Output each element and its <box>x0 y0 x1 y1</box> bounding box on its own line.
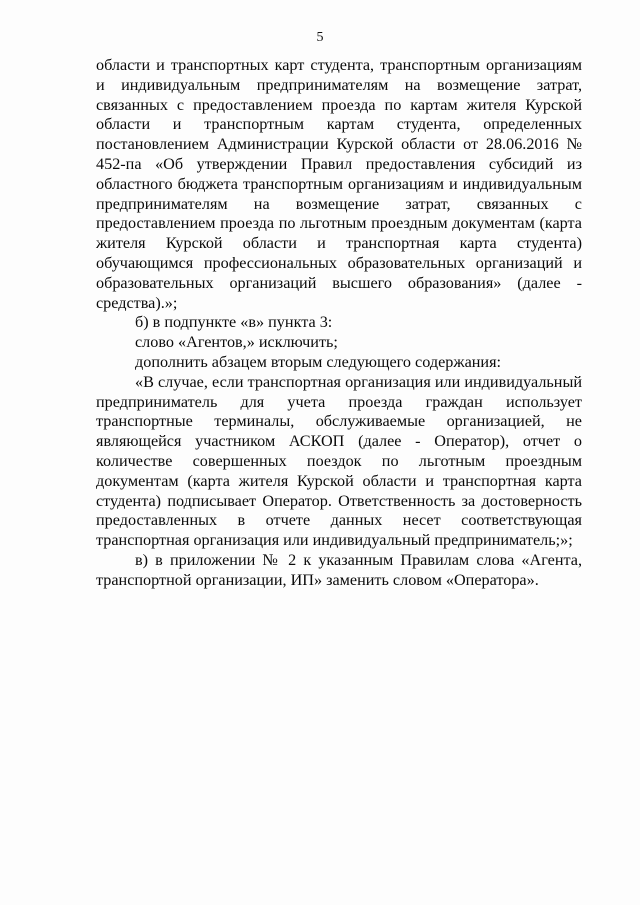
paragraph-subitem-v: в) в приложении № 2 к указанным Правилам слова «Агента, транспортной организации, ИП» заменить словом «Оператора». <box>96 550 582 589</box>
paragraph-subitem-b: б) в подпункте «в» пункта 3: <box>135 313 333 332</box>
paragraph-quoted-text: «В случае, если транспортная организация или индивидуальный предприниматель для учета проезда граждан использует транспортные терминалы, обслуживаемые организацией, не являющейся участником АСКОП (далее - Оператор), отчет о количестве совершенных поездок по льготным проездным документам (карта жителя Курской области и транспортная карта студента) подписывает Оператор. Ответственность за достоверность предоставленных в отчете данных несет соответствующая транспортная организация или индивидуальный предприниматель;»; <box>96 372 582 550</box>
paragraph-exclude-agents: слово «Агентов,» исключить; <box>135 333 338 352</box>
page-number: 5 <box>316 30 324 45</box>
paragraph-add-second-abzats: дополнить абзацем вторым следующего содержания: <box>135 352 502 371</box>
document-body <box>96 56 582 591</box>
paragraph-continuation: области и транспортных карт студента, транспортным организациям и индивидуальным предпринимателям на возмещение затрат, связанных с предоставлением проезда по картам жителя Курской области и транспортным картам студента, определенных постановлением Администрации Курской области от 28.06.2016 № 452-па «Об утверждении Правил предоставления субсидий из областного бюджета транспортным организациям и индивидуальным предпринимателям на возмещение затрат, связанных с предоставлением проезда по льготным проездным документам (карта жителя Курской области и транспортная карта студента) обучающимся профессиональных образовательных организаций и образовательных организаций высшего образования» (далее - средства).»; <box>96 56 582 312</box>
